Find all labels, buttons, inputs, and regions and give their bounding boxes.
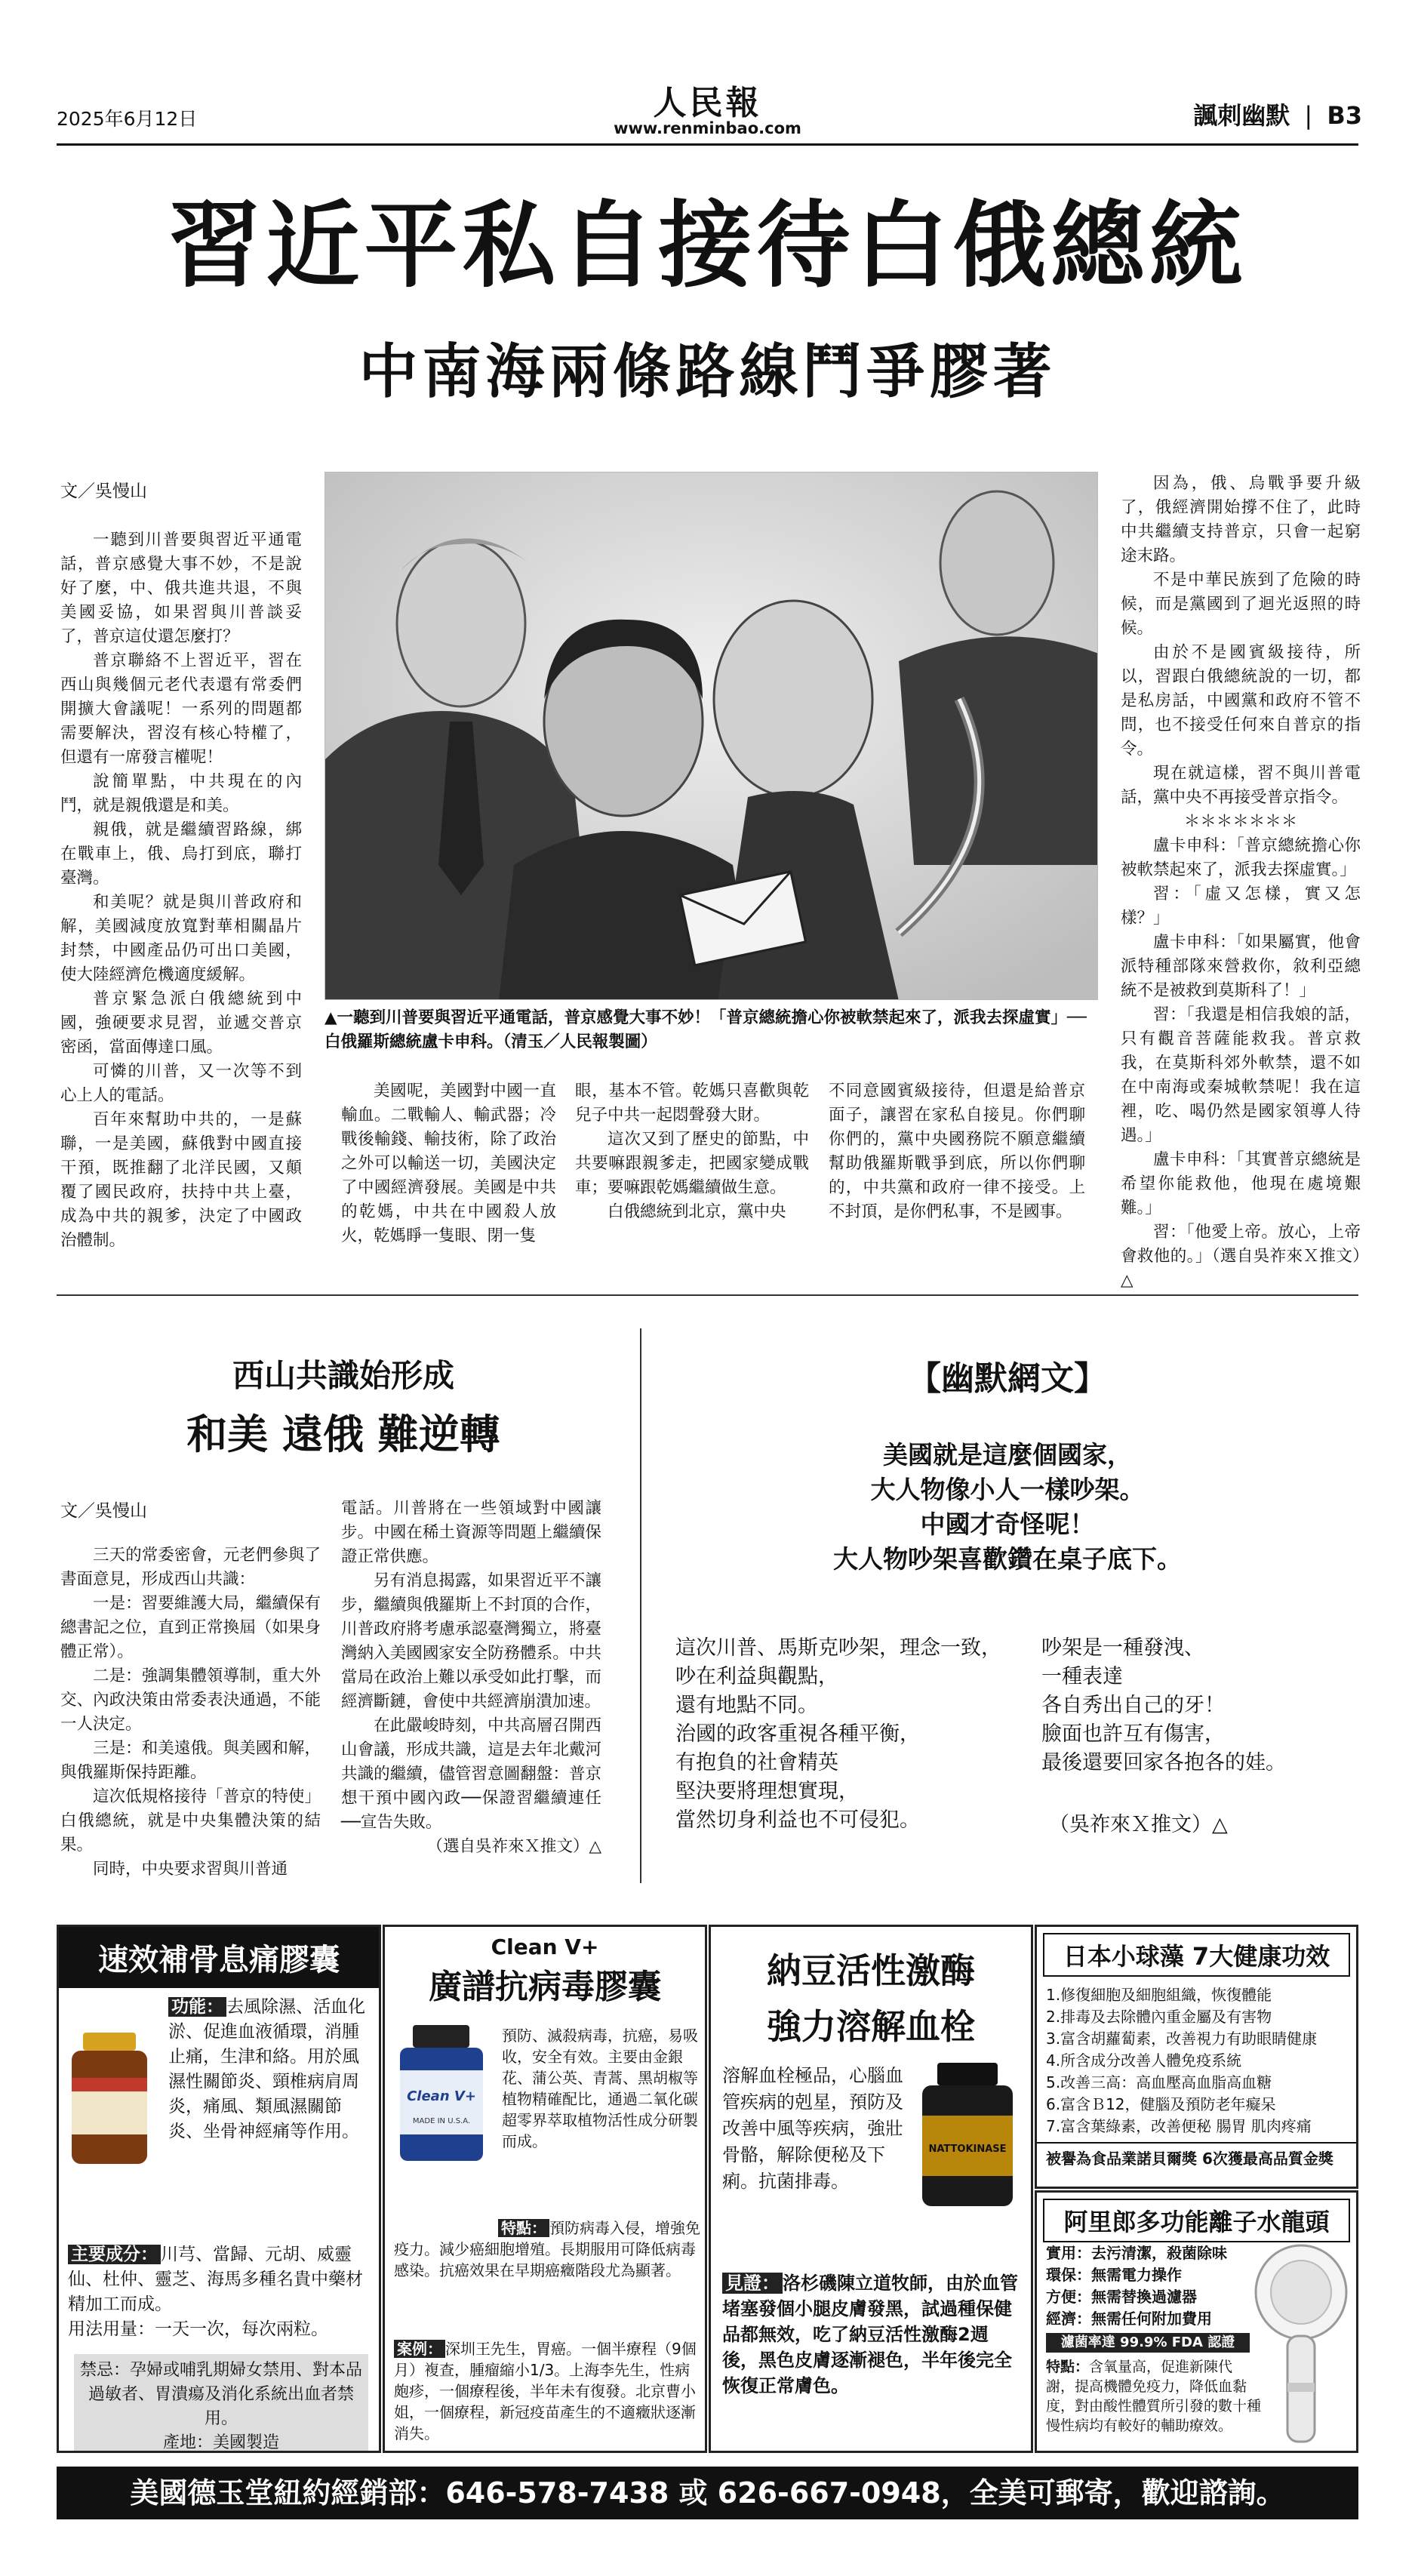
benefit-item: 7.富含葉綠素，改善便秘 腸胃 肌肉疼痛 (1046, 2117, 1312, 2135)
poem-line: 中國才奇怪呢！ (920, 1510, 1095, 1539)
newspaper-url[interactable]: www.renminbao.com (614, 119, 801, 137)
feature-text: 含氧量高，促進新陳代謝，提高機體免疫力，降低血黏度，對由酸性體質所引發的數十種慢性病均有較好的輔助療效。 (1046, 2359, 1262, 2434)
ingredients-text: 川芎、當歸、元胡、威靈仙、杜仲、靈芝、海馬多種名貴中藥材精加工而成。 (68, 2245, 363, 2314)
ad5-feature-list (1046, 2242, 1242, 2330)
poem-line: 一種表達 (1041, 1665, 1123, 1688)
paragraph: 盧卡申科：「其實普京總統是希望你能救他，他現在處境艱難。」 (1121, 1150, 1361, 1217)
feature-item: 經濟：無需任何附加費用 (1046, 2310, 1212, 2328)
paragraph: 盧卡申科：「普京總統擔心你被軟禁起來了，派我去探虛實。」 (1121, 836, 1361, 879)
poem-line: 還有地點不同。 (675, 1694, 818, 1717)
paragraph: 由於不是國賓級接待，所以，習跟白俄總統說的一切，都是私房話，中國黨和政府不管不問，也不接受任何來自普京的指令。 (1121, 643, 1361, 759)
article2-col1 (60, 1543, 321, 1882)
humor-poem-left (675, 1634, 1030, 1835)
ingredients-label: 主要成分： (68, 2245, 161, 2264)
page-number: B3 (1327, 101, 1362, 130)
case-label: 案例： (394, 2340, 445, 2358)
ad5-title: 阿里郎多功能離子水龍頭 (1043, 2199, 1350, 2242)
paragraph: 在此嚴峻時刻，中共高層召開西山會議，形成共識，這是去年北戴河共識的繼續，儘管習意圖翻盤：普京想干預中國內政──保證習繼續連任──宣告失敗。 (341, 1716, 601, 1832)
paragraph: 不是中華民族到了危險的時候，而是黨國到了迴光返照的時候。 (1121, 571, 1361, 638)
paragraph: 眼，基本不管。乾媽只喜歡與乾兒子中共一起悶聲發大財。 (575, 1082, 809, 1125)
ad2-cases (394, 2338, 702, 2444)
ad2-title-small: Clean V+ (491, 1934, 599, 1959)
poem-line: 臉面也許互有傷害， (1041, 1722, 1225, 1746)
ad1-title: 速效補骨息痛膠囊 (59, 1927, 379, 1988)
paragraph: 同時，中央要求習與川普通 (93, 1860, 288, 1879)
paragraph: 盧卡申科：「如果屬實，他會派特種部隊來營救你，敘利亞總統不是被救到莫斯科了！」 (1121, 933, 1361, 1000)
section-name: 諷刺幽默 (1193, 101, 1290, 130)
humor-credit: （吳祚來Ｘ推文）△ (1049, 1813, 1228, 1836)
paragraph: 白俄總統到北京，黨中央 (608, 1202, 786, 1221)
bottle-origin-text: MADE IN U.S.A. (412, 2117, 471, 2125)
ad1-ingredients (68, 2242, 376, 2342)
poem-line: 有抱負的社會精英 (675, 1751, 838, 1774)
poem-line: 大人物像小人一樣吵架。 (870, 1475, 1145, 1504)
poem-line: 吵架是一種發洩、 (1041, 1636, 1204, 1660)
paragraph: 這次低規格接待「普京的特使」白俄總統，就是中央集體決策的結果。 (60, 1787, 321, 1854)
ad3-description: 溶解血栓極品，心腦血管疾病的剋星，預防及改善中風等疾病，強壯骨骼，解除便秘及下痢。抗菌排毒。 (722, 2065, 903, 2192)
paragraph: 因為，俄、烏戰爭要升級了，俄經濟開始撐不住了，此時中共繼續支持普京，只會一起窮途末路。 (1121, 474, 1361, 565)
cartoon-caption: ▲一聽到川普要與習近平通電話，普京感覺大事不妙！「普京總統擔心你被軟禁起來了，派我去探虛實」──白俄羅斯總統盧卡申科。（清玉／人民報製圖） (325, 1008, 1087, 1051)
poem-line: 當然切身利益也不可侵犯。 (675, 1808, 920, 1832)
paragraph: 可憐的川普，又一次等不到心上人的電話。 (60, 1062, 302, 1105)
article1-col3 (575, 1079, 809, 1224)
paragraph: 習：「我還是相信我娘的話，只有觀音菩薩能救我。普京救我，在莫斯科郊外軟禁，還不如在中南海或秦城軟禁呢！我在這裡，吃、喝仍然是國家領導人待遇。」 (1121, 1005, 1361, 1145)
section-separator: ＊＊＊＊＊＊＊ (1183, 812, 1298, 831)
benefit-item: 6.富含Ｂ12，健腦及預防老年癡呆 (1046, 2095, 1276, 2113)
feature-item: 實用：去污清潔，殺菌除味 (1046, 2244, 1227, 2262)
paragraph: 親俄，就是繼續習路線，綁在戰車上，俄、烏打到底，聯打臺灣。 (60, 820, 302, 888)
newspaper-logo: 人民報 (653, 84, 762, 122)
paragraph: 習：「虛又怎樣，實又怎樣？」 (1121, 885, 1361, 928)
paragraph: 電話。川普將在一些領域對中國讓步。中國在稀土資源等問題上繼續保證正常供應。 (341, 1499, 601, 1566)
benefit-item: 5.改善三高：高血壓高血脂高血糖 (1046, 2073, 1272, 2091)
bottle-image (68, 2033, 151, 2165)
feature-label: 特點： (1046, 2359, 1090, 2375)
article1-col2 (341, 1079, 556, 1248)
article2-col2 (341, 1497, 601, 1859)
ad-bone-capsule[interactable] (57, 1925, 381, 2453)
section-label (1193, 97, 1362, 131)
paragraph: 二是：強調集體領導制，重大外交、內政決策由常委表決通過，不能一人決定。 (60, 1667, 321, 1734)
paragraph: 一是：習要維護大局，繼續保有總書記之位，直到正常換屆（如果身體正常）。 (60, 1594, 321, 1661)
paragraph: 一聽到川普要與習近平通電話，普京感覺大事不妙，不是說好了麼，中、俄共進共退，不與美國妥協，如果習與川普談妥了，普京這仗還怎麼打？ (60, 531, 302, 646)
showerhead-image (1248, 2239, 1354, 2443)
main-subhead: 中南海兩條路線鬥爭膠著 (358, 338, 1057, 406)
benefit-item: 1.修復細胞及細胞組織，恢復體能 (1046, 1986, 1272, 2004)
distributor-contact-banner[interactable]: 美國德玉堂紐約經銷部：646-578-7438 或 626-667-0948，全美可郵寄，歡迎諮詢。 (57, 2467, 1358, 2519)
poem-line: 吵在利益與觀點， (675, 1665, 838, 1688)
feature-item: 方便：無需替換過濾器 (1046, 2288, 1197, 2306)
editorial-cartoon (325, 472, 1098, 1000)
ad2-features (394, 2217, 702, 2281)
feature-item: 環保：無需電力操作 (1046, 2266, 1182, 2284)
humor-poem-right (1041, 1634, 1358, 1839)
ad-chlorella[interactable] (1035, 1925, 1358, 2189)
paragraph: 和美呢？就是與川普政府和解，美國減度放寬對華相關晶片封禁，中國產品仍可出口美國，使大陸經濟危機適度緩解。 (60, 893, 302, 984)
poem-line: 最後還要回家各抱各的娃。 (1041, 1751, 1286, 1774)
paragraph: 這次又到了歷史的節點，中共要嘛跟親爹走，把國家變成戰車；要嘛跟乾媽繼續做生意。 (575, 1130, 809, 1197)
ad-nattokinase[interactable] (709, 1925, 1033, 2453)
origin-text: 產地：美國製造 (162, 2433, 279, 2452)
humor-lead-poem (657, 1438, 1358, 1577)
main-headline: 習近平私自接待白俄總統 (168, 191, 1247, 300)
ad3-title1: 納豆活性激酶 (767, 1950, 975, 1991)
column-divider (640, 1328, 641, 1883)
ad1-warning-box (74, 2354, 368, 2453)
ad-ion-faucet[interactable] (1035, 2190, 1358, 2453)
feature-text: 預防病毒入侵，增強免疫力。減少癌細胞增殖。長期服用可降低病毒感染。抗癌效果在早期癌癥階段尤為顯著。 (394, 2219, 700, 2279)
article1-col1 (60, 528, 302, 1253)
filter-rate-badge: 濾菌率達 99.9% FDA 認證 (1046, 2333, 1250, 2353)
ad1-function (168, 1995, 376, 2144)
case-text: 深圳王先生，胃癌。一個半療程（9個月）複查，腫瘤縮小1/3。上海李先生，性病皰疹，一個療程後，半年未有復發。北京曹小姐，一個療程，新冠疫苗產生的不適癥狀逐漸消失。 (394, 2340, 697, 2442)
section-divider: | (1304, 101, 1313, 130)
paragraph: （選自吳祚來Ｘ推文）△ (426, 1837, 601, 1856)
function-text: 去風除濕、活血化淤、促進血液循環，消腫止痛，生津和絡。用於風濕性關節炎、頸椎病肩周炎，痛風、類風濕關節炎、坐骨神經痛等作用。 (168, 1997, 365, 2141)
bottle-image (915, 2063, 1020, 2206)
article1-byline: 文／吳慢山 (60, 482, 147, 501)
poem-line: 大人物吵架喜歡鑽在桌子底下。 (833, 1544, 1182, 1574)
ad4-footnote: 被譽為食品業諾貝爾獎 6次獲最高品質金獎 (1037, 2142, 1356, 2174)
benefit-item: 3.富含胡蘿蔔素，改善視力有助眼睛健康 (1046, 2030, 1318, 2048)
testimonial-label: 見證： (722, 2273, 783, 2294)
issue-date: 2025年6月12日 (57, 108, 198, 130)
bottle-brand-text: NATTOKINASE (928, 2144, 1007, 2155)
paragraph: 普京緊急派白俄總統到中國，強硬要求見習，並遞交普京密函，當面傳達口風。 (60, 989, 302, 1057)
poem-line: 各自秀出自己的牙！ (1041, 1694, 1225, 1717)
ad5-feature (1046, 2357, 1261, 2436)
poem-line: 堅決要將理想實現， (675, 1780, 859, 1803)
poem-line: 美國就是這麼個國家， (883, 1440, 1132, 1470)
ad3-title2: 強力溶解血栓 (767, 2006, 975, 2047)
paragraph: 說簡單點，中共現在的內鬥，就是親俄還是和美。 (60, 772, 302, 815)
paragraph: 習：「他愛上帝。放心，上帝會救他的。」（選自吳祚來Ｘ推文）△ (1121, 1223, 1361, 1290)
article2-byline: 文／吳慢山 (60, 1501, 147, 1521)
benefit-item: 2.排毒及去除體內重金屬及有害物 (1046, 2008, 1272, 2026)
paragraph: 美國呢，美國對中國一直輸血。二戰輸人、輸武器；冷戰後輸錢、輸技術，除了政治之外可以輸送一切，美國決定了中國經濟發展。美國是中共的乾媽，中共在中國殺人放火，乾媽睜一隻眼、閉一隻 (341, 1082, 556, 1245)
poem-line: 這次川普、馬斯克吵架，理念一致， (675, 1636, 1001, 1660)
feature-label: 特點： (498, 2219, 549, 2237)
ad3-testimonial (722, 2270, 1024, 2399)
paragraph: 三是：和美遠俄。與美國和解，與俄羅斯保持距離。 (60, 1739, 321, 1782)
ad4-benefit-list (1037, 1983, 1356, 2139)
header-rule (57, 143, 1358, 146)
function-label: 功能： (168, 1997, 226, 2017)
article2-headline: 和美 遠俄 難逆轉 (186, 1411, 500, 1458)
usage-text: 用法用量：一天一次，每次兩粒。 (68, 2319, 328, 2339)
bottle-image (394, 2025, 488, 2161)
ad2-description: 預防、滅殺病毒，抗癌，易吸收，安全有效。主要由金銀花、蒲公英、青蒿、黑胡椒等植物精確配比，通過二氧化碳超零界萃取植物活性成分研製而成。 (502, 2027, 698, 2150)
paragraph: 三天的常委密會，元老們參與了書面意見，形成西山共識： (60, 1546, 321, 1589)
article1-col5 (1121, 472, 1361, 1293)
cartoon-illustration (325, 472, 1098, 1000)
ad4-title: 日本小球藻 7大健康功效 (1043, 1933, 1350, 1977)
testimonial-text: 洛杉磯陳立道牧師，由於血管堵塞發個小腿皮膚發黑，試過種保健品都無效，吃了納豆活性激酶2週後，黑色皮膚逐漸褪色，半年後完全恢復正常膚色。 (722, 2273, 1018, 2396)
humor-title: 【幽默網文】 (908, 1359, 1107, 1398)
article1-col4 (829, 1079, 1085, 1224)
section-rule (57, 1294, 1358, 1296)
benefit-item: 4.所含成分改善人體免疫系統 (1046, 2051, 1242, 2070)
paragraph: 普京聯絡不上習近平，習在西山與幾個元老代表還有常委們開擴大會議呢！一系列的問題都需要解決，習沒有核心特權了，但還有一席發言權呢！ (60, 651, 302, 767)
paragraph: 現在就這樣，習不與川普電話，黨中央不再接受普京指令。 (1121, 764, 1361, 807)
ad2-title: 廣譜抗病毒膠囊 (429, 1968, 661, 2006)
paragraph: 百年來幫助中共的，一是蘇聯，一是美國，蘇俄對中國直接干預，既推翻了北洋民國，又顛覆了國民政府，扶持中共上臺，成為中共的親爹，決定了中國政治體制。 (60, 1110, 302, 1250)
poem-line: 治國的政客重視各種平衡， (675, 1722, 920, 1746)
ad-antiviral-capsule[interactable] (383, 1925, 707, 2453)
article2-kicker: 西山共識始形成 (232, 1357, 454, 1394)
paragraph: 另有消息揭露，如果習近平不讓步，繼續與俄羅斯上不封頂的合作，川普政府將考慮承認臺灣獨立，將臺灣納入美國國家安全防務體系。中共當局在政治上難以承受如此打擊，而經濟斷鏈，會使中共經濟崩潰加速。 (341, 1571, 601, 1711)
warning-text: 禁忌：孕婦或哺乳期婦女禁用、對本品過敏者、胃潰瘍及消化系統出血者禁用。 (79, 2361, 362, 2428)
paragraph: 不同意國賓級接待，但還是給普京面子，讓習在家私自接見。你們聊你們的，黨中央國務院不願意繼續幫助俄羅斯戰爭到底，所以你們聊的，中共黨和政府一律不接受。上不封頂，是你們私事，不是國事。 (829, 1082, 1085, 1221)
bottle-brand-text: Clean V+ (407, 2088, 476, 2104)
